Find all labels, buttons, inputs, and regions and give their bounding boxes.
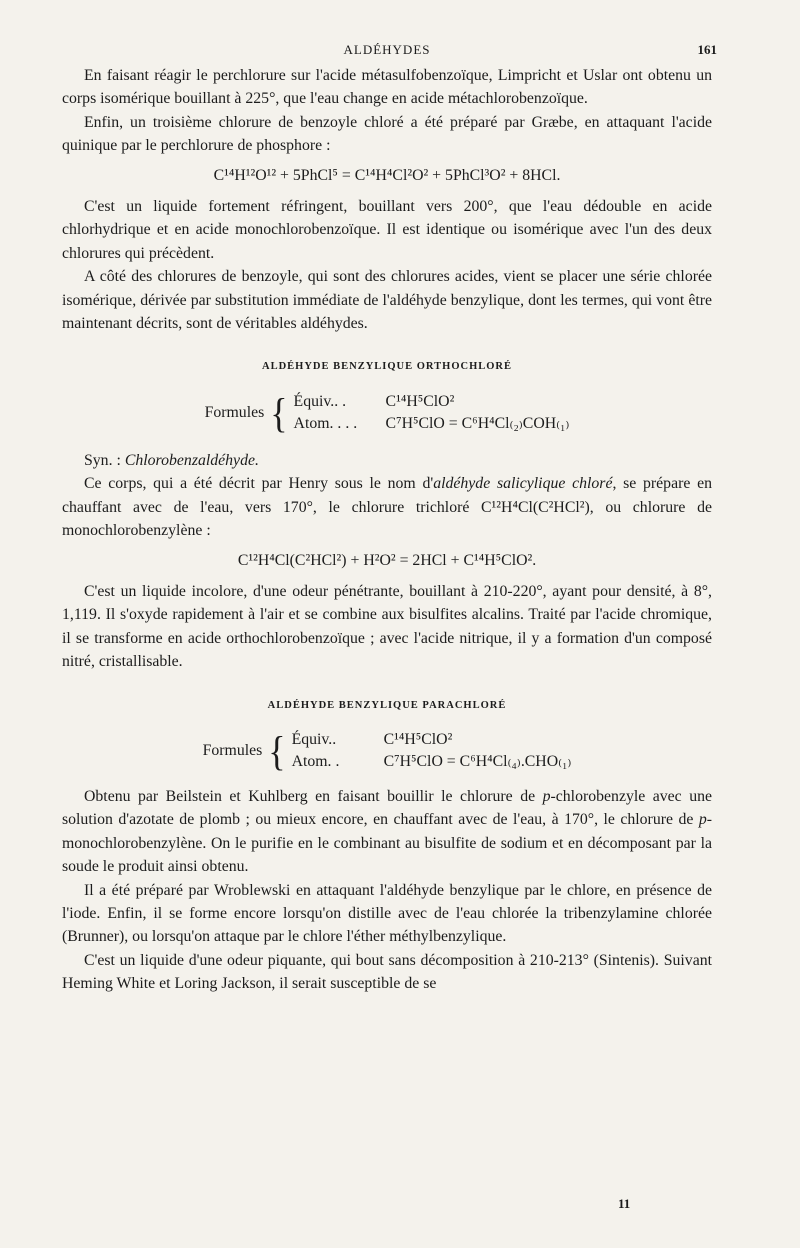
formula-block [62, 729, 712, 773]
synonym-line [62, 449, 712, 472]
paragraph: En faisant réagir le perchlorure sur l'acide métasulfobenzoïque, Limpricht et Uslar ont obtenu un corps isomérique bouillant à 225°, que l'eau change en acide métachlorobenzoïque. [62, 67, 712, 108]
document-page [62, 0, 717, 1248]
equation: C¹⁴H¹²O¹² + 5PhCl⁵ = C¹⁴H⁴Cl²O² + 5PhCl³O² + 8HCl. [213, 166, 561, 184]
equiv-label: Équiv.. [291, 730, 337, 748]
text-run: -monochlorobenzylène. On le purifie en le combinant au bisulfite de sodium et en décomposant par la soude le produit ainsi obtenu. [62, 811, 712, 876]
paragraph: Enfin, un troisième chlorure de benzoyle chloré a été préparé par Græbe, en attaquant l'acide quinique par le perchlorure de phosphore : [62, 113, 712, 155]
formules-label: Formules [204, 404, 265, 422]
atom-label: Atom. . [291, 752, 340, 770]
formula-block [62, 391, 712, 435]
paragraph: C'est un liquide d'une odeur piquante, qui bout sans décomposition à 210-213° (Sintenis). Suivant Heming White et Loring Jackson, il serait susceptible de se [62, 951, 712, 993]
atom-formula: C⁷H⁵ClO = C⁶H⁴Cl₍₂₎COH₍₁₎ [385, 414, 570, 432]
signature-mark: 11 [618, 1196, 631, 1211]
brace-icon: { [270, 389, 288, 436]
paragraph: C'est un liquide incolore, d'une odeur pénétrante, bouillant à 210-220°, ayant pour densité, à 8°, 1,119. Il s'oxyde rapidement à l'air et se combine aux bisulfites alcalins. Traité par l'acide chromique, il se transforme en acide orthochlorobenzoïque ; avec l'acide nitrique, il y a formation d'un composé nitré, cristallisable. [62, 582, 712, 671]
paragraph [62, 472, 712, 542]
text-run: -chlorobenzyle avec une solution d'azotate de plomb ; ou mieux encore, en chauffant avec de l'eau, à 170°, le chlorure de [62, 787, 712, 829]
text-italic: p [542, 787, 551, 805]
section-heading-para: ALDÉHYDE BENZYLIQUE PARACHLORÉ [267, 699, 507, 711]
atom-label: Atom. . . . [293, 414, 358, 432]
syn-label: Syn. : [84, 451, 121, 469]
section-heading-ortho: ALDÉHYDE BENZYLIQUE ORTHOCHLORÉ [261, 361, 512, 373]
syn-name: Chlorobenzaldéhyde. [124, 451, 259, 469]
text-italic: p [698, 811, 707, 829]
text-run: Ce corps, qui a été décrit par Henry sous le nom d' [84, 475, 434, 493]
paragraph: C'est un liquide fortement réfringent, bouillant vers 200°, que l'eau dédouble en acide chlorhydrique et en acide monochlorobenzoïque. Il est identique ou isomérique avec l'un des deux chlorures qui précèdent. [62, 198, 712, 262]
text-italic: aldéhyde salicylique chloré [433, 475, 613, 493]
equiv-formula: C¹⁴H⁵ClO² [383, 730, 453, 748]
body-text [62, 64, 712, 996]
atom-formula: C⁷H⁵ClO = C⁶H⁴Cl₍₄₎.CHO₍₁₎ [383, 752, 572, 770]
formules-label: Formules [202, 742, 263, 760]
text-run: Obtenu par Beilstein et Kuhlberg en faisant bouillir le chlorure de [84, 787, 543, 805]
paragraph: Il a été préparé par Wroblewski en attaquant l'aldéhyde benzylique par le chlore, en présence de l'iode. Enfin, il se forme encore lorsqu'on distille avec de l'eau chlorée la tribenzylamine chlorée (Brunner), ou lorsqu'on attaque par le chlore l'éther méthylbenzylique. [62, 881, 712, 946]
equiv-label: Équiv.. . [293, 392, 347, 410]
paragraph [62, 785, 712, 879]
text-run: , se prépare en chauffant avec de l'eau, vers 170°, le chlorure trichloré C¹²H⁴Cl(C²HCl²), ou chlorure de monochlorobenzylène : [62, 475, 712, 540]
equation: C¹²H⁴Cl(C²HCl²) + H²O² = 2HCl + C¹⁴H⁵ClO². [237, 551, 537, 569]
page-number: 161 [697, 42, 717, 57]
running-title: ALDÉHYDES [343, 42, 431, 57]
paragraph: A côté des chlorures de benzoyle, qui sont des chlorures acides, vient se placer une série chlorée isomérique, dérivée par substitution immédiate de l'aldéhyde benzylique, dont les termes, qui vont être maintenant décrits, sont de véritables aldéhydes. [62, 268, 712, 333]
brace-icon: { [268, 727, 286, 774]
equiv-formula: C¹⁴H⁵ClO² [385, 392, 455, 410]
running-header [62, 42, 717, 62]
